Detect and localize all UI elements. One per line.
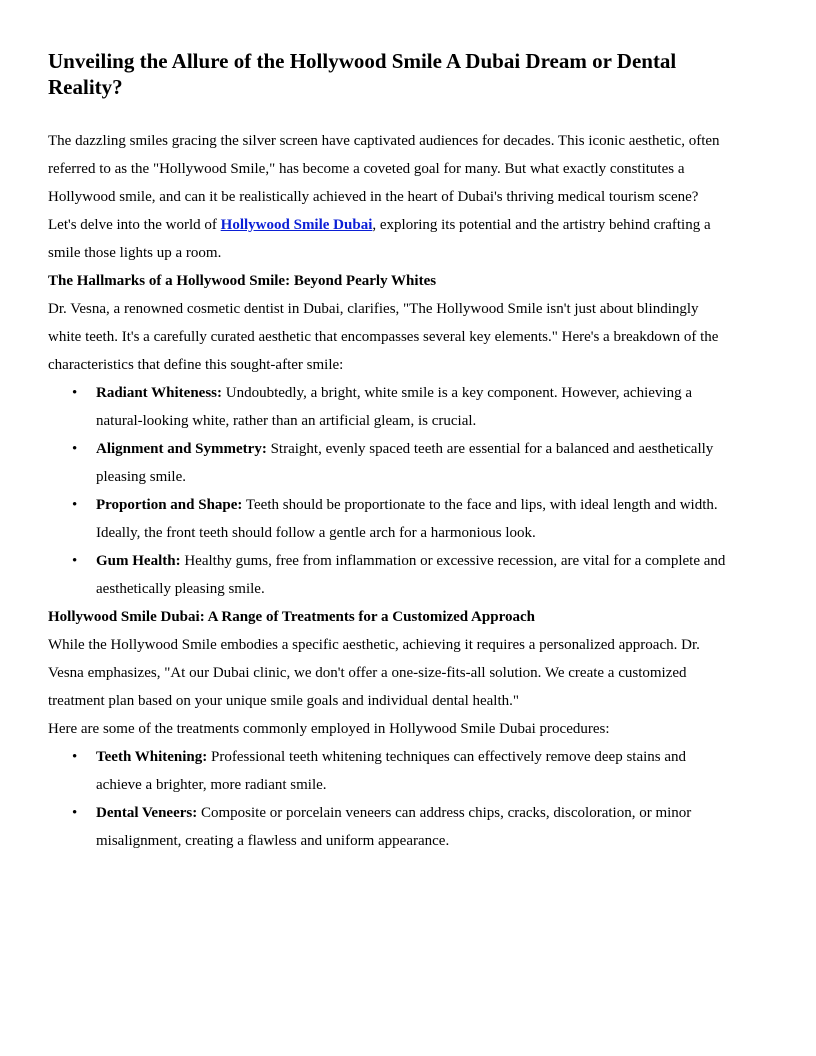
list-item-text: Composite or porcelain veneers can address chips, cracks, discoloration, or minor misalignment, creating a flawless and uniform appearance. <box>96 805 692 849</box>
bullet-icon: • <box>72 749 78 765</box>
list-item-text: Professional teeth whitening techniques can effectively remove deep stains and achieve a brighter, more radiant smile. <box>96 749 687 793</box>
list-item <box>48 491 728 547</box>
treatments-paragraph: While the Hollywood Smile embodies a specific aesthetic, achieving it requires a personalized approach. Dr. Vesna emphasizes, "At our Dubai clinic, we don't offer a one-size-fits-all solution. We create a customized treatment plan based on your unique smile goals and individual dental health." <box>48 637 700 709</box>
list-item-text: Healthy gums, free from inflammation or excessive recession, are vital for a complete and aesthetically pleasing smile. <box>96 553 726 597</box>
bullet-icon: • <box>72 805 78 821</box>
bullet-icon: • <box>72 497 78 513</box>
list-item <box>48 435 728 491</box>
bullet-icon: • <box>72 385 78 401</box>
intro-paragraph <box>48 127 728 267</box>
list-item <box>48 743 728 799</box>
intro-text-after-link: , exploring its potential and the artistry behind crafting a smile those lights up a room. <box>48 217 711 261</box>
hallmarks-paragraph: Dr. Vesna, a renowned cosmetic dentist in Dubai, clarifies, "The Hollywood Smile isn't just about blindingly white teeth. It's a carefully curated aesthetic that encompasses several key elements." Here's a breakdown of the characteristics that define this sought-after smile: <box>48 301 719 373</box>
list-item <box>48 547 728 603</box>
bullet-icon: • <box>72 553 78 569</box>
treatments-intro-paragraph: Here are some of the treatments commonly employed in Hollywood Smile Dubai procedures: <box>48 721 610 737</box>
document-page <box>48 48 728 855</box>
list-item <box>48 799 728 855</box>
hallmarks-list <box>48 379 728 603</box>
intro-text-before-link: The dazzling smiles gracing the silver screen have captivated audiences for decades. This iconic aesthetic, often referred to as the "Hollywood Smile," has become a coveted goal for many. But what exactly constitutes a Hollywood smile, and can it be realistically achieved in the heart of Dubai's thriving medical tourism scene? Let's delve into the world of <box>48 133 720 233</box>
bullet-icon: • <box>72 441 78 457</box>
list-item-term: Proportion and Shape: <box>96 497 243 513</box>
hollywood-smile-dubai-link[interactable]: Hollywood Smile Dubai <box>220 217 373 233</box>
list-item-term: Teeth Whitening: <box>96 749 208 765</box>
list-item-term: Alignment and Symmetry: <box>96 441 267 457</box>
list-item-text: Teeth should be proportionate to the face and lips, with ideal length and width. Ideally, the front teeth should follow a gentle arch for a harmonious look. <box>96 497 718 541</box>
section-heading-treatments: Hollywood Smile Dubai: A Range of Treatments for a Customized Approach <box>48 609 535 625</box>
list-item-term: Dental Veneers: <box>96 805 198 821</box>
list-item-text: Undoubtedly, a bright, white smile is a key component. However, achieving a natural-looking white, rather than an artificial gleam, is crucial. <box>96 385 692 429</box>
list-item-term: Gum Health: <box>96 553 181 569</box>
page-title: Unveiling the Allure of the Hollywood Smile A Dubai Dream or Dental Reality? <box>48 49 677 99</box>
treatments-list <box>48 743 728 855</box>
section-heading-hallmarks: The Hallmarks of a Hollywood Smile: Beyond Pearly Whites <box>48 273 437 289</box>
list-item-text: Straight, evenly spaced teeth are essential for a balanced and aesthetically pleasing smile. <box>96 441 714 485</box>
list-item <box>48 379 728 435</box>
list-item-term: Radiant Whiteness: <box>96 385 222 401</box>
